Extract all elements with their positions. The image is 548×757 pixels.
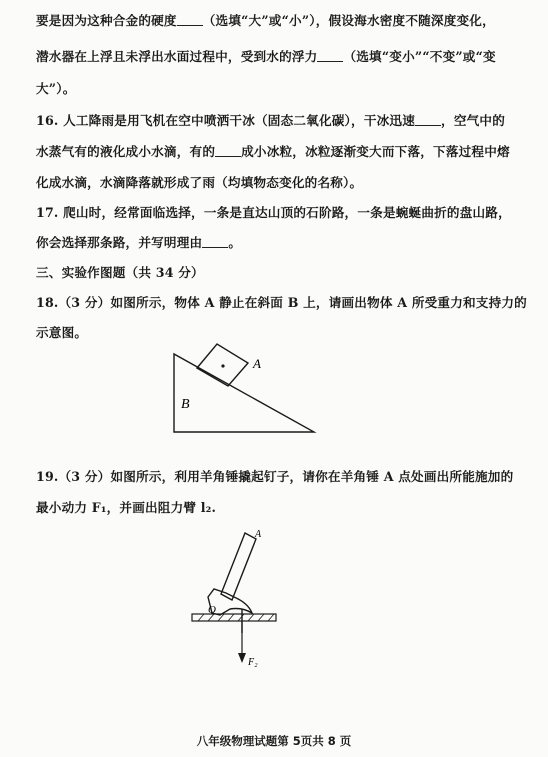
- label-b: B: [181, 397, 190, 412]
- q15-text: 潜水器在上浮且未浮出水面过程中，受到水的浮力: [36, 49, 318, 64]
- q16-text: ，空气中的: [441, 113, 505, 128]
- section-heading: [36, 262, 204, 281]
- q19-line-1: [36, 466, 513, 485]
- block-a-center: [221, 364, 224, 367]
- q16-text: 成小冰粒，冰粒逐渐变大而下落，下落过程中熔: [241, 144, 510, 159]
- answer-blank[interactable]: [317, 49, 343, 62]
- q17-text: 17. 爬山时，经常面临选择，一条是直达山顶的石阶路，一条是蜿蜒曲折的盘山路，: [36, 205, 511, 220]
- label-f2: F₂: [248, 657, 258, 668]
- q16-line-2: [36, 141, 510, 160]
- q18-line-2: [36, 322, 87, 341]
- answer-blank[interactable]: [215, 144, 241, 157]
- answer-blank[interactable]: [415, 113, 441, 126]
- q19-line-2: [36, 497, 216, 516]
- q16-line-1: [36, 110, 505, 129]
- q15-text: （选填“变小”“不变”或“变: [343, 49, 496, 64]
- hammer-figure: [190, 525, 280, 670]
- label-o: O: [208, 604, 216, 616]
- q16-line-3: [36, 172, 362, 191]
- label-a: A: [255, 529, 262, 540]
- q17-text: 。: [228, 235, 242, 250]
- q19-text: 最小动力 F₁，并画出阻力臂 l₂.: [36, 500, 217, 515]
- incline-b: [174, 354, 314, 432]
- answer-blank[interactable]: [177, 13, 203, 26]
- q16-text: 16. 人工降雨是用飞机在空中喷洒干冰（固态二氧化碳），干冰迅速: [36, 113, 416, 128]
- q17-text: 你会选择那条路，并写明理由: [36, 235, 203, 250]
- answer-blank[interactable]: [202, 235, 228, 248]
- section-heading-text: 三、实验作图题（共 34 分）: [36, 265, 204, 280]
- q15-text: 要是因为这种合金的硬度: [36, 13, 177, 28]
- force-f2-arrowhead: [238, 653, 246, 663]
- q16-text: 化成水滴，水滴降落就形成了雨（均填物态变化的名称）。: [36, 175, 363, 190]
- page-footer: 八年级物理试题第 5页共 8 页: [196, 734, 352, 748]
- q18-line-1: [36, 292, 527, 311]
- q19-text: 19.（3 分）如图所示，利用羊角锤撬起钉子，请你在羊角锤 A 点处画出所能施加的: [36, 469, 514, 484]
- q15-line-3: [36, 78, 76, 97]
- q15-text: （选填“大”或“小”），假设海水密度不随深度变化，: [202, 13, 495, 28]
- q16-text: 水蒸气有的液化成小水滴，有的: [36, 144, 216, 159]
- q17-line-1: [36, 202, 511, 221]
- incline-figure: [150, 336, 340, 440]
- q15-text: 大”）。: [36, 81, 76, 96]
- q15-line-2: [36, 46, 496, 65]
- q17-line-2: [36, 232, 241, 251]
- q15-line-1: [36, 10, 495, 29]
- hammer-handle: [221, 533, 256, 600]
- q18-text: 18.（3 分）如图所示，物体 A 静止在斜面 B 上，请画出物体 A 所受重力和支持力的: [36, 295, 527, 310]
- q18-text: 示意图。: [36, 325, 88, 340]
- label-a: A: [253, 356, 261, 371]
